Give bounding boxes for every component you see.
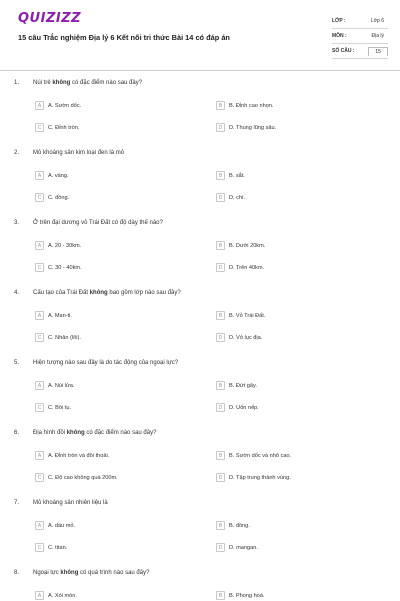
- question-text-emphasis: không: [52, 80, 71, 86]
- meta-value: 15: [368, 47, 388, 56]
- option-text: B. Đứt gãy.: [229, 382, 257, 389]
- option-letter-box: D: [216, 543, 225, 552]
- question-number: 4.: [14, 290, 20, 296]
- answer-option-d[interactable]: [216, 402, 259, 413]
- question-text-post: có đặc điểm nào sau đây?: [84, 430, 157, 436]
- meta-value: Lớp 6: [370, 18, 384, 24]
- option-text: B. Dưới 20km.: [229, 242, 266, 249]
- option-letter-box: A: [35, 171, 44, 180]
- question-text-post: có quá trình nào sau đây?: [78, 570, 150, 576]
- question-text: [33, 430, 156, 436]
- answer-option-d[interactable]: [216, 472, 291, 483]
- option-text: B. Đỉnh cao nhọn.: [229, 102, 274, 109]
- answer-option-b[interactable]: [216, 170, 245, 181]
- answer-option-b[interactable]: [216, 590, 264, 601]
- option-letter-box: B: [216, 241, 225, 250]
- question-text-pre: Ngoại lực: [33, 570, 61, 576]
- question-text: [33, 570, 149, 576]
- meta-label: SỐ CÂU :: [332, 48, 355, 54]
- question-text-pre: Mỏ khoáng sản nhiên liệu là: [33, 500, 108, 506]
- option-text: B. Phong hoá.: [229, 592, 265, 599]
- option-letter-box: D: [216, 193, 225, 202]
- meta-row-count: [332, 44, 388, 59]
- option-letter-box: C: [35, 193, 44, 202]
- answer-option-b[interactable]: [216, 380, 257, 391]
- answer-option-d[interactable]: [216, 122, 276, 133]
- question-text-pre: Mỏ khoáng sản kim loại đen là mỏ: [33, 150, 125, 156]
- question-number: 3.: [14, 220, 20, 226]
- option-letter-box: A: [35, 241, 44, 250]
- answer-option-d[interactable]: [216, 332, 262, 343]
- meta-label: MÔN :: [332, 33, 347, 39]
- question-text-pre: Địa hình đồi: [33, 430, 67, 436]
- question-number: 6.: [14, 430, 20, 436]
- option-letter-box: A: [35, 381, 44, 390]
- question-text-post: có đặc điểm nào sau đây?: [70, 80, 143, 86]
- answer-option-b[interactable]: [216, 450, 291, 461]
- option-letter-box: B: [216, 451, 225, 460]
- option-letter-box: C: [35, 333, 44, 342]
- option-text: D. Thung lũng sâu.: [229, 124, 277, 131]
- answer-option-d[interactable]: [216, 542, 258, 553]
- answer-option-c[interactable]: [35, 262, 82, 273]
- option-text: C. Đỉnh tròn.: [48, 124, 80, 131]
- option-text: D. Uốn nếp.: [229, 404, 259, 411]
- option-letter-box: C: [35, 123, 44, 132]
- option-text: A. Sườn dốc.: [48, 102, 82, 109]
- question-number: 2.: [14, 150, 20, 156]
- answer-option-a[interactable]: [35, 310, 72, 321]
- answer-option-c[interactable]: [35, 472, 118, 483]
- option-text: C. titan.: [48, 544, 68, 551]
- option-letter-box: A: [35, 451, 44, 460]
- option-letter-box: A: [35, 311, 44, 320]
- meta-value: Địa lý: [371, 33, 384, 39]
- question-number: 1.: [14, 80, 20, 86]
- option-letter-box: B: [216, 101, 225, 110]
- option-text: A. 20 - 30km.: [48, 242, 82, 249]
- option-letter-box: B: [216, 311, 225, 320]
- answer-option-d[interactable]: [216, 262, 264, 273]
- option-text: B. sắt.: [229, 172, 245, 179]
- option-letter-box: B: [216, 521, 225, 530]
- question-text-pre: Ở trên đại dương vỏ Trái Đất có độ dày thế nào?: [33, 220, 163, 226]
- answer-option-b[interactable]: [216, 310, 265, 321]
- option-text: A. Núi lửa.: [48, 382, 75, 389]
- question-number: 7.: [14, 500, 20, 506]
- worksheet-title: 15 câu Trắc nghiệm Địa lý 6 Kết nối tri thức Bài 14 có đáp án: [18, 33, 230, 42]
- question-text-pre: Cấu tạo của Trái Đất: [33, 290, 90, 296]
- question-text: [33, 220, 163, 226]
- question-text-emphasis: không: [89, 290, 108, 296]
- option-letter-box: C: [35, 543, 44, 552]
- option-text: D. Vỏ lục địa.: [229, 334, 263, 341]
- option-text: C. 30 - 40km.: [48, 264, 82, 271]
- question-text: [33, 360, 178, 366]
- question-text: [33, 500, 108, 506]
- answer-option-c[interactable]: [35, 332, 81, 343]
- option-letter-box: C: [35, 263, 44, 272]
- option-letter-box: D: [216, 333, 225, 342]
- option-letter-box: D: [216, 403, 225, 412]
- option-text: C. Nhân (lõi).: [48, 334, 81, 341]
- option-letter-box: C: [35, 473, 44, 482]
- option-letter-box: B: [216, 591, 225, 600]
- answer-option-c[interactable]: [35, 192, 69, 203]
- option-letter-box: A: [35, 591, 44, 600]
- answer-option-c[interactable]: [35, 402, 71, 413]
- option-text: A. Xói mòn.: [48, 592, 77, 599]
- answer-option-a[interactable]: [35, 450, 109, 461]
- question-text: [33, 80, 142, 86]
- question-text-pre: Hiện tượng nào sau đây là do tác động của ngoại lực?: [33, 360, 179, 366]
- question-text-emphasis: không: [60, 570, 79, 576]
- answer-option-a[interactable]: [35, 170, 69, 181]
- option-text: A. Man-ti.: [48, 312, 72, 319]
- answer-option-c[interactable]: [35, 542, 67, 553]
- answer-option-a[interactable]: [35, 590, 77, 601]
- option-text: A. dầu mỏ.: [48, 522, 76, 529]
- option-text: D. Trên 40km.: [229, 264, 265, 271]
- option-letter-box: C: [35, 403, 44, 412]
- option-text: D. mangan.: [229, 544, 258, 551]
- question-number: 5.: [14, 360, 20, 366]
- question-text-emphasis: không: [66, 430, 85, 436]
- worksheet-meta-table: [332, 14, 388, 59]
- answer-option-b[interactable]: [216, 520, 250, 531]
- answer-option-b[interactable]: [216, 100, 273, 111]
- option-letter-box: D: [216, 473, 225, 482]
- meta-row-subject: [332, 29, 388, 44]
- option-text: B. Sườn dốc và nhô cao.: [229, 452, 292, 459]
- option-text: C. đồng.: [48, 194, 70, 201]
- question-text: [33, 150, 124, 156]
- answer-option-a[interactable]: [35, 380, 74, 391]
- option-letter-box: A: [35, 101, 44, 110]
- answer-option-a[interactable]: [35, 240, 81, 251]
- answer-option-a[interactable]: [35, 520, 75, 531]
- option-letter-box: D: [216, 263, 225, 272]
- option-letter-box: A: [35, 521, 44, 530]
- option-text: D. Tập trung thành vùng.: [229, 474, 291, 481]
- answer-option-d[interactable]: [216, 192, 245, 203]
- answer-option-b[interactable]: [216, 240, 265, 251]
- quizizz-logo: QUIZIZZ: [18, 11, 82, 26]
- header-divider: [0, 70, 400, 71]
- option-letter-box: B: [216, 381, 225, 390]
- option-text: C. Độ cao không quá 200m.: [48, 474, 118, 481]
- question-number: 8.: [14, 570, 20, 576]
- meta-row-class: [332, 14, 388, 29]
- option-text: A. Đỉnh tròn và đồi thoải.: [48, 452, 110, 459]
- answer-option-c[interactable]: [35, 122, 79, 133]
- option-text: A. vàng.: [48, 172, 69, 179]
- question-text-post: bao gồm lớp nào sau đây?: [107, 290, 181, 296]
- meta-label: LỚP :: [332, 18, 346, 24]
- option-text: B. Vỏ Trái Đất.: [229, 312, 266, 319]
- option-text: D. chì.: [229, 194, 246, 201]
- answer-option-a[interactable]: [35, 100, 81, 111]
- option-letter-box: B: [216, 171, 225, 180]
- question-text: [33, 290, 181, 296]
- option-letter-box: D: [216, 123, 225, 132]
- option-text: C. Bồi tụ.: [48, 404, 72, 411]
- option-text: B. đồng.: [229, 522, 250, 529]
- question-text-pre: Núi trẻ: [33, 80, 53, 86]
